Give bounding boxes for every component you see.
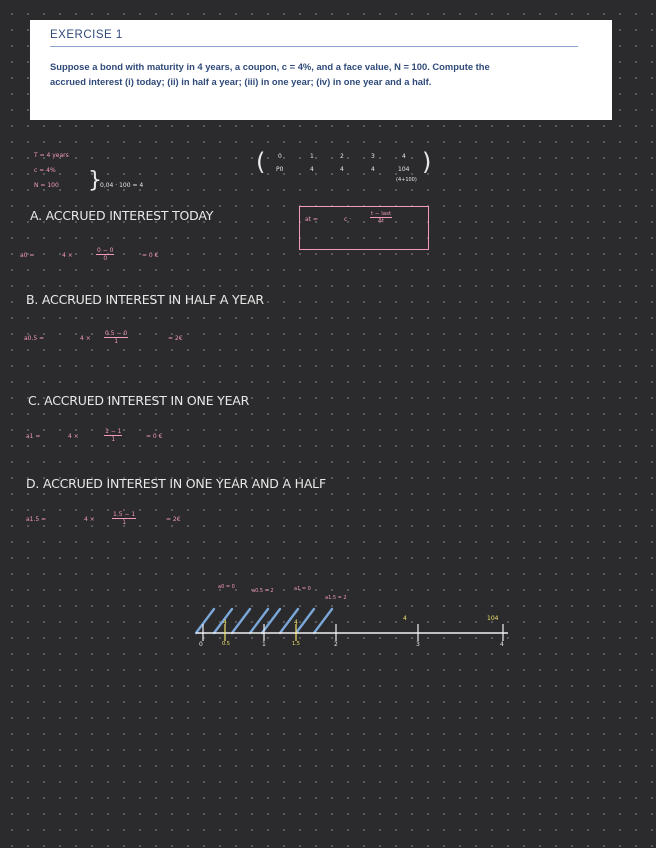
section-b-heading: B. ACCRUED INTEREST IN HALF A YEAR bbox=[26, 292, 264, 307]
section-a-numerator: 0 − 0 bbox=[97, 247, 114, 254]
section-c-result: = 0 € bbox=[146, 433, 163, 440]
matrix-flow-0: P0 bbox=[276, 166, 284, 173]
section-a-heading: A. ACCRUED INTEREST TODAY bbox=[30, 208, 214, 223]
formula-coupon: c · bbox=[344, 216, 352, 223]
section-d-coeff: 4 × bbox=[84, 516, 95, 523]
problem-line-2: accrued interest (i) today; (ii) in half a year; (iii) in one year; (iv) in one year and a half. bbox=[50, 76, 432, 87]
tick-label-05: 0.5 bbox=[222, 641, 230, 647]
section-b-numerator: 0.5 − 0 bbox=[105, 330, 128, 337]
section-b-denominator: 1 bbox=[114, 338, 119, 345]
matrix-time-0: 0 bbox=[278, 153, 282, 160]
section-c-heading: C. ACCRUED INTEREST IN ONE YEAR bbox=[28, 393, 250, 408]
matrix-time-1: 1 bbox=[310, 153, 314, 160]
coupon-calc: 0,04 · 100 = 4 bbox=[100, 182, 144, 189]
matrix-flow-note: (4+100) bbox=[396, 177, 417, 183]
formula-numerator: t − last bbox=[371, 211, 392, 217]
section-d-heading: D. ACCRUED INTEREST IN ONE YEAR AND A HALF bbox=[26, 476, 326, 491]
hatch-stroke-0 bbox=[196, 609, 214, 633]
section-b-result: = 2€ bbox=[168, 335, 183, 342]
section-c-numerator: 1 − 1 bbox=[105, 428, 122, 435]
tick-label-1: 1 bbox=[262, 641, 266, 648]
section-a-lhs: a0 = bbox=[20, 252, 35, 259]
coupon-label-1: 4 bbox=[223, 619, 227, 626]
section-c-lhs: a1 = bbox=[26, 433, 41, 440]
formula-denominator: Δt bbox=[378, 218, 385, 224]
section-a-result: = 0 € bbox=[142, 252, 159, 259]
timeline-annotation-a05: a0.5 = 2 bbox=[252, 588, 274, 594]
timeline-annotation-a15: a1.5 = 2 bbox=[325, 595, 347, 601]
tick-label-15: 1.5 bbox=[292, 641, 300, 647]
formula-lhs: at = bbox=[305, 216, 318, 223]
section-a-denominator: 0 bbox=[103, 255, 108, 262]
matrix-flow-3: 4 bbox=[371, 166, 375, 173]
coupon-label-3: 4 bbox=[403, 615, 407, 622]
section-b-coeff: 4 × bbox=[80, 335, 91, 342]
section-d-result: = 2€ bbox=[166, 516, 181, 523]
matrix-flow-2: 4 bbox=[340, 166, 344, 173]
exercise-title: EXERCISE 1 bbox=[50, 29, 578, 47]
hatch-stroke-6 bbox=[296, 609, 314, 633]
section-a-coeff: 4 × bbox=[62, 252, 73, 259]
matrix-flow-1: 4 bbox=[310, 166, 314, 173]
tick-label-4: 4 bbox=[500, 641, 504, 648]
timeline-annotation-a0: a0 = 0 bbox=[218, 584, 235, 590]
timeline-annotation-a1: a1 = 0 bbox=[294, 586, 311, 592]
given-coupon: c = 4% bbox=[34, 167, 56, 174]
section-b-lhs: a0.5 = bbox=[24, 335, 45, 342]
matrix-time-2: 2 bbox=[340, 153, 344, 160]
given-maturity: T = 4 years bbox=[34, 152, 69, 159]
hatch-stroke-7 bbox=[314, 609, 332, 633]
matrix-flow-4: 104 bbox=[398, 166, 410, 173]
matrix-left-paren: ( bbox=[256, 148, 266, 176]
tick-label-2: 2 bbox=[334, 641, 338, 648]
section-c-denominator: 1 bbox=[111, 436, 116, 443]
matrix-right-paren: ) bbox=[422, 148, 432, 176]
brace-symbol: } bbox=[88, 168, 102, 193]
coupon-label-2: 4 bbox=[294, 619, 298, 626]
matrix-time-3: 3 bbox=[371, 153, 375, 160]
coupon-label-4: 104 bbox=[487, 615, 499, 622]
section-c-coeff: 4 × bbox=[68, 433, 79, 440]
section-d-numerator: 1.5 − 1 bbox=[113, 511, 136, 518]
matrix-time-4: 4 bbox=[402, 153, 406, 160]
tick-label-3: 3 bbox=[416, 641, 420, 648]
section-d-denominator: 1 bbox=[122, 519, 127, 526]
tick-label-0: 0 bbox=[199, 641, 203, 648]
hatch-stroke-2 bbox=[232, 609, 250, 633]
given-face-value: N = 100 bbox=[34, 182, 59, 189]
section-d-lhs: a1.5 = bbox=[26, 516, 47, 523]
problem-line-1: Suppose a bond with maturity in 4 years, a coupon, c = 4%, and a face value, N = 100. Compute the bbox=[50, 61, 490, 72]
